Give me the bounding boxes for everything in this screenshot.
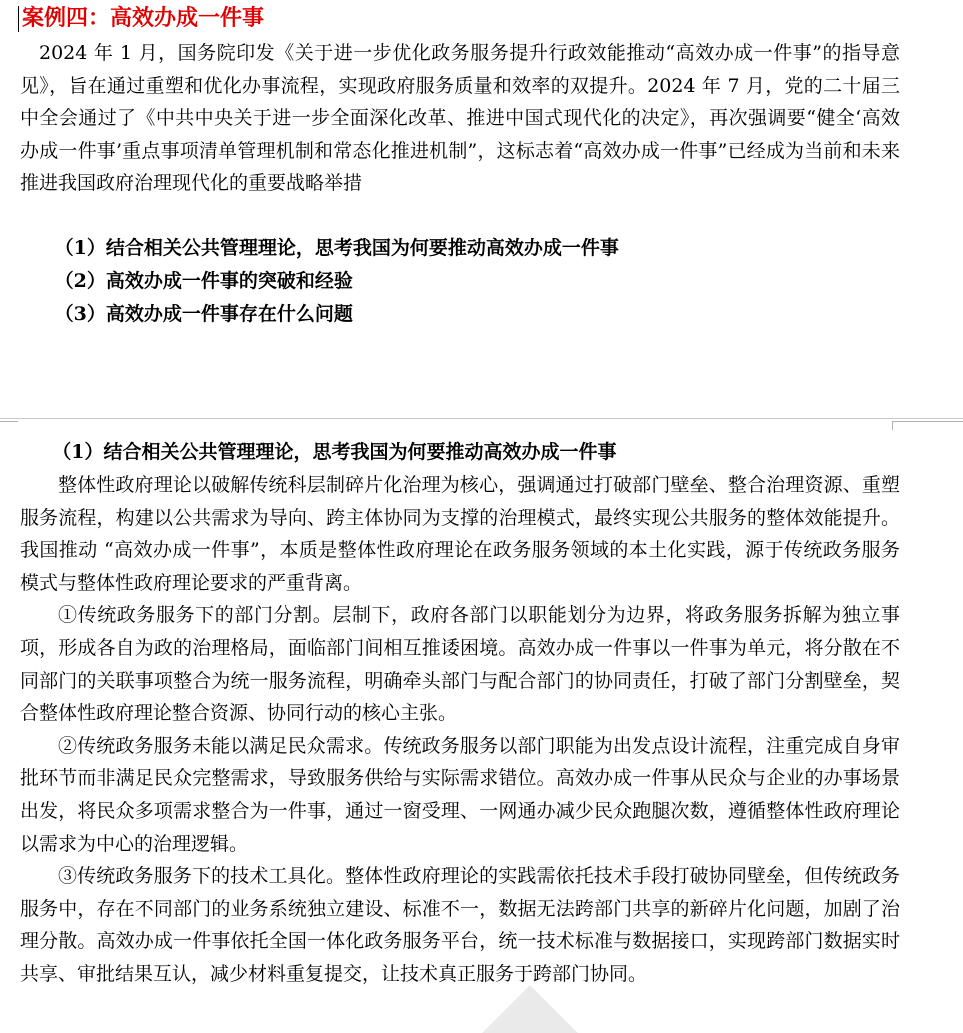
question-3: （3）高效办成一件事存在什么问题 [54,303,353,325]
answer-paragraph-3: ②传统政务服务未能以满足民众需求。传统政务服务以部门职能为出发点设计流程，注重完成自身审批环节而非满足民众完整需求，导致服务供给与实际需求错位。高效办成一件事从民众与企业的办事场景出发，将民众多项需求整合为一件事，通过一窗受理、一网通办减少民众跑腿次数，遵循整体性政府理论以需求为中心的治理逻辑。 [20,734,900,855]
question-1: （1）结合相关公共管理理论，思考我国为何要推动高效办成一件事 [54,237,619,259]
case-title: 案例四：高效办成一件事 [22,5,265,31]
question-list [28,232,619,331]
intro-paragraph: 2024 年 1 月，国务院印发《关于进一步优化政务服务提升行政效能推动“高效办成一件事”的指导意见》，旨在通过重塑和优化办事流程，实现政府服务质量和效率的双提升。2024 年 7 月，党的二十届三中全会通过了《中共中央关于进一步全面深化改革、推进中国式现代化的决定》，再次强调要“健全‘高效办成一件事’重点事项清单管理机制和常态化推进机制”，这标志着“高效办成一件事”已经成为当前和未来推进我国政府治理现代化的重要战略举措 [20,42,900,195]
page-1 [0,0,963,418]
text-cursor [18,6,19,32]
intro-block [20,37,900,200]
answer-block [20,436,900,991]
answer-paragraph-1: 整体性政府理论以破解传统科层制碎片化治理为核心，强调通过打破部门壁垒、整合治理资源、重塑服务流程，构建以公共需求为导向、跨主体协同为支撑的治理模式，最终实现公共服务的整体效能提升。我国推动 “高效办成一件事”，本质是整体性政府理论在政务服务领域的本土化实践，源于传统政务服务模式与整体性政府理论要求的严重背离。 [20,474,900,594]
answer-paragraph-4: ③传统政务服务下的技术工具化。整体性政府理论的实践需依托技术手段打破协同壁垒，但传统政务服务中，存在不同部门的业务系统独立建设、标准不一，数据无法跨部门共享的新碎片化问题，加剧了治理分散。高效办成一件事依托全国一体化政务服务平台，统一技术标准与数据接口，实现跨部门数据实时共享、审批结果互认，减少材料重复提交，让技术真正服务于跨部门协同。 [20,865,900,985]
watermark-shape [470,985,590,1033]
answer-heading: （1）结合相关公共管理理论，思考我国为何要推动高效办成一件事 [52,441,617,463]
answer-paragraph-2: ①传统政务服务下的部门分割。层制下，政府各部门以职能划分为边界，将政务服务拆解为独立事项，形成各自为政的治理格局，面临部门间相互推诿困境。高效办成一件事以一件事为单元，将分散在不同部门的关联事项整合为统一服务流程，明确牵头部门与配合部门的协同责任，打破了部门分割壁垒，契合整体性政府理论整合资源、协同行动的核心主张。 [20,604,900,725]
question-2: （2）高效办成一件事的突破和经验 [54,270,353,292]
